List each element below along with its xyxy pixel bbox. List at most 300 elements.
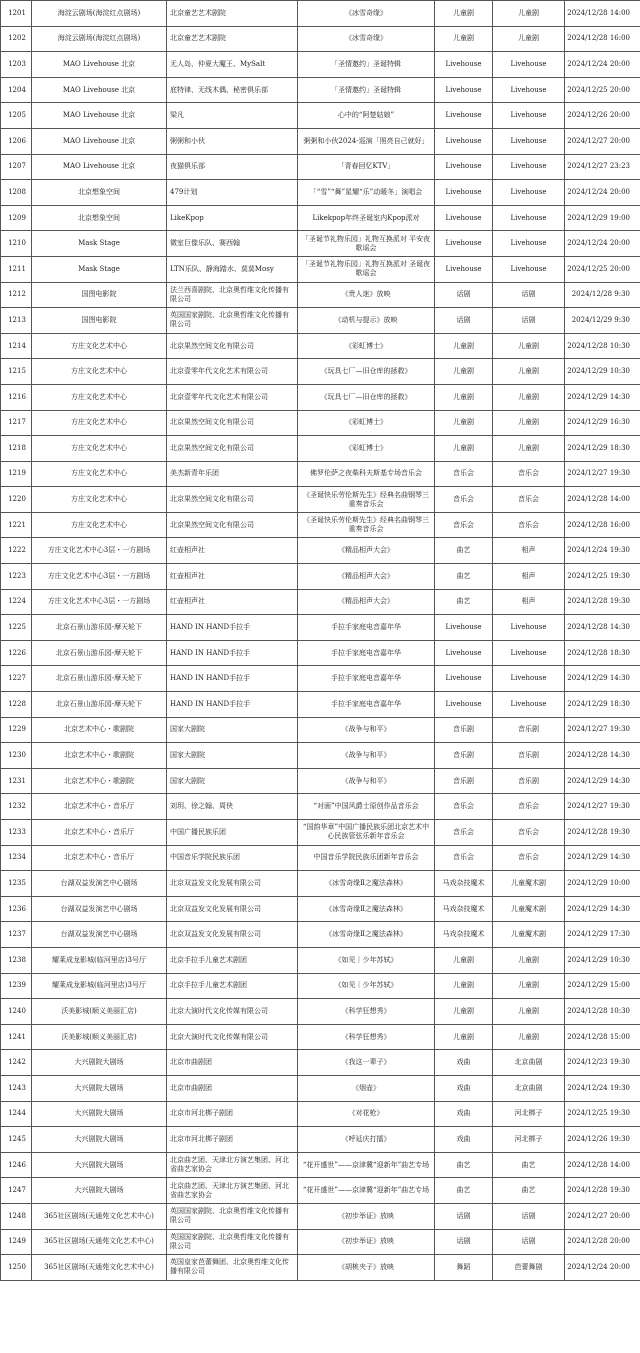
row-number-cell: 1202 bbox=[1, 26, 32, 52]
venue-cell: 海淀云剧场(海淀红点剧场) bbox=[32, 26, 167, 52]
performer-cell: 梁凡 bbox=[167, 103, 298, 129]
performer-cell: 北京壹零年代文化艺术有限公司 bbox=[167, 384, 298, 410]
venue-cell: 大兴剧院大剧场 bbox=[32, 1178, 167, 1204]
venue-cell: 方庄文化艺术中心 bbox=[32, 436, 167, 462]
venue-cell: 方庄文化艺术中心 bbox=[32, 359, 167, 385]
show-title-cell: 《胡桃夹子》放映 bbox=[298, 1255, 435, 1281]
date-time-cell: 2024/12/25 19:30 bbox=[565, 1101, 640, 1127]
category-cell: 儿童剧 bbox=[435, 1, 493, 27]
table-row bbox=[1, 615, 640, 641]
performer-cell: 北京市河北梆子剧团 bbox=[167, 1127, 298, 1153]
row-number-cell: 1228 bbox=[1, 692, 32, 718]
show-title-cell: 《科学狂想秀》 bbox=[298, 999, 435, 1025]
venue-cell: 北京艺术中心・歌剧院 bbox=[32, 743, 167, 769]
row-number-cell: 1217 bbox=[1, 410, 32, 436]
show-title-cell: 《精品相声大会》 bbox=[298, 564, 435, 590]
show-title-cell: 《对花枪》 bbox=[298, 1101, 435, 1127]
sub-category-cell: 儿童魔术剧 bbox=[493, 896, 565, 922]
show-title-cell: 《动机与提示》放映 bbox=[298, 308, 435, 334]
sub-category-cell: Livehouse bbox=[493, 231, 565, 257]
performer-cell: 北京童艺艺术剧院 bbox=[167, 26, 298, 52]
sub-category-cell: 儿童剧 bbox=[493, 359, 565, 385]
category-cell: 舞蹈 bbox=[435, 1255, 493, 1281]
row-number-cell: 1220 bbox=[1, 487, 32, 513]
table-row bbox=[1, 384, 640, 410]
row-number-cell: 1226 bbox=[1, 640, 32, 666]
date-time-cell: 2024/12/27 19:30 bbox=[565, 717, 640, 743]
date-time-cell: 2024/12/29 18:30 bbox=[565, 692, 640, 718]
venue-cell: 方庄文化艺术中心 bbox=[32, 461, 167, 487]
row-number-cell: 1235 bbox=[1, 871, 32, 897]
venue-cell: 海淀云剧场(海淀红点剧场) bbox=[32, 1, 167, 27]
date-time-cell: 2024/12/28 14:00 bbox=[565, 1, 640, 27]
show-title-cell: 《战争与和平》 bbox=[298, 743, 435, 769]
sub-category-cell: 话剧 bbox=[493, 282, 565, 308]
performer-cell: 北京双益发文化发展有限公司 bbox=[167, 922, 298, 948]
date-time-cell: 2024/12/24 19:30 bbox=[565, 538, 640, 564]
row-number-cell: 1243 bbox=[1, 1075, 32, 1101]
show-title-cell: 《我这一辈子》 bbox=[298, 1050, 435, 1076]
category-cell: 马戏杂技魔术 bbox=[435, 871, 493, 897]
row-number-cell: 1232 bbox=[1, 794, 32, 820]
category-cell: Livehouse bbox=[435, 666, 493, 692]
table-row bbox=[1, 359, 640, 385]
venue-cell: 北京艺术中心・歌剧院 bbox=[32, 717, 167, 743]
date-time-cell: 2024/12/28 19:30 bbox=[565, 820, 640, 846]
category-cell: 马戏杂技魔术 bbox=[435, 896, 493, 922]
category-cell: Livehouse bbox=[435, 640, 493, 666]
sub-category-cell: 相声 bbox=[493, 564, 565, 590]
performer-cell: 北京市曲剧团 bbox=[167, 1050, 298, 1076]
date-time-cell: 2024/12/24 20:00 bbox=[565, 1255, 640, 1281]
category-cell: 音乐剧 bbox=[435, 717, 493, 743]
row-number-cell: 1210 bbox=[1, 231, 32, 257]
performer-cell: 北京童艺艺术剧院 bbox=[167, 1, 298, 27]
performer-cell: 刘玥、徐之翰、周侠 bbox=[167, 794, 298, 820]
performer-cell: 北京果然空间文化有限公司 bbox=[167, 487, 298, 513]
sub-category-cell: 儿童剧 bbox=[493, 384, 565, 410]
category-cell: 儿童剧 bbox=[435, 384, 493, 410]
performer-cell: 法兰西喜剧院、北京奥哲维文化传播有限公司 bbox=[167, 282, 298, 308]
performer-cell: 北京双益发文化发展有限公司 bbox=[167, 871, 298, 897]
table-row bbox=[1, 564, 640, 590]
show-title-cell: 《战争与和平》 bbox=[298, 717, 435, 743]
show-title-cell: 《圣诞快乐劳伦斯先生》经典名曲钢琴三重奏音乐会 bbox=[298, 512, 435, 538]
date-time-cell: 2024/12/28 18:30 bbox=[565, 640, 640, 666]
table-row bbox=[1, 1127, 640, 1153]
category-cell: 音乐会 bbox=[435, 461, 493, 487]
venue-cell: 大兴剧院大剧场 bbox=[32, 1152, 167, 1178]
date-time-cell: 2024/12/25 20:00 bbox=[565, 256, 640, 282]
table-row bbox=[1, 308, 640, 334]
sub-category-cell: 儿童剧 bbox=[493, 1, 565, 27]
row-number-cell: 1240 bbox=[1, 999, 32, 1025]
table-row bbox=[1, 666, 640, 692]
sub-category-cell: 曲艺 bbox=[493, 1152, 565, 1178]
date-time-cell: 2024/12/29 17:30 bbox=[565, 922, 640, 948]
show-title-cell: “对画”中国风爵士原创作品音乐会 bbox=[298, 794, 435, 820]
row-number-cell: 1216 bbox=[1, 384, 32, 410]
row-number-cell: 1231 bbox=[1, 768, 32, 794]
performer-cell: 中国音乐学院民族乐团 bbox=[167, 845, 298, 871]
category-cell: 话剧 bbox=[435, 1203, 493, 1229]
table-row bbox=[1, 768, 640, 794]
category-cell: 儿童剧 bbox=[435, 999, 493, 1025]
venue-cell: 耀莱成龙影城(临河里店)3号厅 bbox=[32, 973, 167, 999]
sub-category-cell: Livehouse bbox=[493, 52, 565, 78]
sub-category-cell: 话剧 bbox=[493, 1203, 565, 1229]
date-time-cell: 2024/12/27 19:30 bbox=[565, 794, 640, 820]
row-number-cell: 1227 bbox=[1, 666, 32, 692]
venue-cell: 大兴剧院大剧场 bbox=[32, 1101, 167, 1127]
category-cell: 戏曲 bbox=[435, 1127, 493, 1153]
date-time-cell: 2024/12/29 14:30 bbox=[565, 896, 640, 922]
category-cell: Livehouse bbox=[435, 256, 493, 282]
date-time-cell: 2024/12/29 19:00 bbox=[565, 205, 640, 231]
performer-cell: 北京曲艺团、天津北方演艺集团、河北省曲艺家协会 bbox=[167, 1152, 298, 1178]
category-cell: 戏曲 bbox=[435, 1101, 493, 1127]
sub-category-cell: 相声 bbox=[493, 589, 565, 615]
table-row bbox=[1, 1101, 640, 1127]
venue-cell: 方庄文化艺术中心3层・一方剧场 bbox=[32, 564, 167, 590]
venue-cell: 北京石景山游乐园-摩天轮下 bbox=[32, 666, 167, 692]
show-title-cell: 《初步举证》放映 bbox=[298, 1229, 435, 1255]
table-row bbox=[1, 947, 640, 973]
date-time-cell: 2024/12/28 14:30 bbox=[565, 743, 640, 769]
performer-cell: 北京市河北梆子剧团 bbox=[167, 1101, 298, 1127]
category-cell: 儿童剧 bbox=[435, 410, 493, 436]
category-cell: 音乐会 bbox=[435, 512, 493, 538]
date-time-cell: 2024/12/28 14:00 bbox=[565, 1152, 640, 1178]
venue-cell: 北京石景山游乐园-摩天轮下 bbox=[32, 640, 167, 666]
performer-cell: 北京大演时代文化传媒有限公司 bbox=[167, 1024, 298, 1050]
venue-cell: MAO Livehouse 北京 bbox=[32, 52, 167, 78]
venue-cell: 耀莱成龙影城(临河里店)3号厅 bbox=[32, 947, 167, 973]
table-row bbox=[1, 692, 640, 718]
row-number-cell: 1250 bbox=[1, 1255, 32, 1281]
row-number-cell: 1239 bbox=[1, 973, 32, 999]
row-number-cell: 1221 bbox=[1, 512, 32, 538]
category-cell: 曲艺 bbox=[435, 564, 493, 590]
table-row bbox=[1, 743, 640, 769]
show-title-cell: 手拉手家庭电音嘉年华 bbox=[298, 692, 435, 718]
show-title-cell: 手拉手家庭电音嘉年华 bbox=[298, 615, 435, 641]
show-title-cell: 心中的“阿楚姑娘” bbox=[298, 103, 435, 129]
row-number-cell: 1201 bbox=[1, 1, 32, 27]
performer-cell: LTN乐队、静海踏水、莫莫Mosy bbox=[167, 256, 298, 282]
category-cell: 儿童剧 bbox=[435, 26, 493, 52]
performer-cell: 国家大剧院 bbox=[167, 717, 298, 743]
show-title-cell: 《圣诞快乐劳伦斯先生》经典名曲钢琴三重奏音乐会 bbox=[298, 487, 435, 513]
venue-cell: 365社区剧场(天通苑文化艺术中心) bbox=[32, 1229, 167, 1255]
category-cell: 戏曲 bbox=[435, 1050, 493, 1076]
venue-cell: 方庄文化艺术中心3层・一方剧场 bbox=[32, 538, 167, 564]
venue-cell: MAO Livehouse 北京 bbox=[32, 128, 167, 154]
performer-cell: 无人岛、仲夏大魔王、MySalt bbox=[167, 52, 298, 78]
performer-cell: 北京大演时代文化传媒有限公司 bbox=[167, 999, 298, 1025]
category-cell: 儿童剧 bbox=[435, 333, 493, 359]
category-cell: Livehouse bbox=[435, 154, 493, 180]
category-cell: 马戏杂技魔术 bbox=[435, 922, 493, 948]
row-number-cell: 1204 bbox=[1, 77, 32, 103]
performer-cell: LikeKpop bbox=[167, 205, 298, 231]
date-time-cell: 2024/12/28 9:30 bbox=[565, 282, 640, 308]
show-title-cell: 《彩虹博士》 bbox=[298, 333, 435, 359]
venue-cell: 沃美影城(顺义美丽汇店) bbox=[32, 1024, 167, 1050]
venue-cell: 方庄文化艺术中心 bbox=[32, 333, 167, 359]
category-cell: 音乐剧 bbox=[435, 743, 493, 769]
sub-category-cell: 音乐会 bbox=[493, 487, 565, 513]
sub-category-cell: 音乐剧 bbox=[493, 743, 565, 769]
sub-category-cell: 北京曲剧 bbox=[493, 1075, 565, 1101]
table-row bbox=[1, 973, 640, 999]
table-row bbox=[1, 77, 640, 103]
row-number-cell: 1244 bbox=[1, 1101, 32, 1127]
show-title-cell: 中国音乐学院民族乐团新年音乐会 bbox=[298, 845, 435, 871]
sub-category-cell: Livehouse bbox=[493, 77, 565, 103]
table-row bbox=[1, 1152, 640, 1178]
performer-cell: HAND IN HAND手拉手 bbox=[167, 615, 298, 641]
row-number-cell: 1245 bbox=[1, 1127, 32, 1153]
performer-cell: 美杰新青年乐团 bbox=[167, 461, 298, 487]
table-row bbox=[1, 410, 640, 436]
sub-category-cell: 儿童剧 bbox=[493, 947, 565, 973]
sub-category-cell: 音乐会 bbox=[493, 820, 565, 846]
venue-cell: 大兴剧院大剧场 bbox=[32, 1050, 167, 1076]
date-time-cell: 2024/12/27 20:00 bbox=[565, 128, 640, 154]
row-number-cell: 1236 bbox=[1, 896, 32, 922]
date-time-cell: 2024/12/28 16:00 bbox=[565, 26, 640, 52]
show-title-cell: 粥粥和小伙2024-巡演「照亮自己就好」 bbox=[298, 128, 435, 154]
venue-cell: 台湖双益发演艺中心剧场 bbox=[32, 896, 167, 922]
category-cell: 话剧 bbox=[435, 308, 493, 334]
venue-cell: 沃美影城(顺义美丽汇店) bbox=[32, 999, 167, 1025]
performer-cell: 中国广播民族乐团 bbox=[167, 820, 298, 846]
sub-category-cell: Livehouse bbox=[493, 103, 565, 129]
performer-cell: HAND IN HAND手拉手 bbox=[167, 666, 298, 692]
sub-category-cell: Livehouse bbox=[493, 692, 565, 718]
date-time-cell: 2024/12/28 14:00 bbox=[565, 487, 640, 513]
show-title-cell: 《如见｜少年苏轼》 bbox=[298, 947, 435, 973]
venue-cell: 方庄文化艺术中心 bbox=[32, 384, 167, 410]
table-row bbox=[1, 436, 640, 462]
show-title-cell: Likekpop年终圣诞室内Kpop派对 bbox=[298, 205, 435, 231]
table-row bbox=[1, 231, 640, 257]
show-title-cell: 《烟壶》 bbox=[298, 1075, 435, 1101]
row-number-cell: 1249 bbox=[1, 1229, 32, 1255]
table-row bbox=[1, 128, 640, 154]
show-title-cell: “花开盛世”——京津冀“迎新年”曲艺专场 bbox=[298, 1152, 435, 1178]
show-title-cell: 「“雪”“舞”星耀“乐”动暖冬」演唱会 bbox=[298, 180, 435, 206]
date-time-cell: 2024/12/24 19:30 bbox=[565, 1075, 640, 1101]
category-cell: 儿童剧 bbox=[435, 947, 493, 973]
row-number-cell: 1230 bbox=[1, 743, 32, 769]
sub-category-cell: 河北梆子 bbox=[493, 1101, 565, 1127]
table-row bbox=[1, 1203, 640, 1229]
venue-cell: 方庄文化艺术中心3层・一方剧场 bbox=[32, 589, 167, 615]
row-number-cell: 1215 bbox=[1, 359, 32, 385]
performer-cell: 北京市曲剧团 bbox=[167, 1075, 298, 1101]
date-time-cell: 2024/12/24 20:00 bbox=[565, 52, 640, 78]
sub-category-cell: Livehouse bbox=[493, 256, 565, 282]
row-number-cell: 1246 bbox=[1, 1152, 32, 1178]
show-title-cell: 《精品相声大会》 bbox=[298, 589, 435, 615]
table-row bbox=[1, 922, 640, 948]
venue-cell: 国图电影院 bbox=[32, 282, 167, 308]
sub-category-cell: 北京曲剧 bbox=[493, 1050, 565, 1076]
performer-cell: 北京壹零年代文化艺术有限公司 bbox=[167, 359, 298, 385]
table-row bbox=[1, 512, 640, 538]
table-row bbox=[1, 1024, 640, 1050]
row-number-cell: 1213 bbox=[1, 308, 32, 334]
show-title-cell: 《冰雪奇缘Ⅱ之魔法森林》 bbox=[298, 871, 435, 897]
date-time-cell: 2024/12/23 19:30 bbox=[565, 1050, 640, 1076]
category-cell: 曲艺 bbox=[435, 1178, 493, 1204]
row-number-cell: 1211 bbox=[1, 256, 32, 282]
show-title-cell: “花开盛世”——京津冀“迎新年”曲艺专场 bbox=[298, 1178, 435, 1204]
table-row bbox=[1, 845, 640, 871]
row-number-cell: 1229 bbox=[1, 717, 32, 743]
show-title-cell: “国韵华章”中国广播民族乐团北京艺术中心民族管弦乐新年音乐会 bbox=[298, 820, 435, 846]
sub-category-cell: 河北梆子 bbox=[493, 1127, 565, 1153]
category-cell: 儿童剧 bbox=[435, 973, 493, 999]
sub-category-cell: 儿童剧 bbox=[493, 410, 565, 436]
venue-cell: MAO Livehouse 北京 bbox=[32, 103, 167, 129]
show-title-cell: 《初步举证》放映 bbox=[298, 1203, 435, 1229]
category-cell: 戏曲 bbox=[435, 1075, 493, 1101]
venue-cell: 北京艺术中心・音乐厅 bbox=[32, 820, 167, 846]
show-title-cell: 《战争与和平》 bbox=[298, 768, 435, 794]
date-time-cell: 2024/12/25 20:00 bbox=[565, 77, 640, 103]
venue-cell: 台湖双益发演艺中心剧场 bbox=[32, 871, 167, 897]
row-number-cell: 1203 bbox=[1, 52, 32, 78]
sub-category-cell: 音乐剧 bbox=[493, 768, 565, 794]
show-title-cell: 「圣情邀约」圣诞特辑 bbox=[298, 77, 435, 103]
sub-category-cell: 相声 bbox=[493, 538, 565, 564]
performer-cell: 北京果然空间文化有限公司 bbox=[167, 512, 298, 538]
date-time-cell: 2024/12/29 14:30 bbox=[565, 666, 640, 692]
performer-cell: 英国皇家芭蕾舞团、北京奥哲维文化传播有限公司 bbox=[167, 1255, 298, 1281]
date-time-cell: 2024/12/28 19:30 bbox=[565, 1178, 640, 1204]
category-cell: 曲艺 bbox=[435, 1152, 493, 1178]
category-cell: 儿童剧 bbox=[435, 359, 493, 385]
row-number-cell: 1224 bbox=[1, 589, 32, 615]
venue-cell: MAO Livehouse 北京 bbox=[32, 77, 167, 103]
category-cell: 曲艺 bbox=[435, 589, 493, 615]
show-title-cell: 手拉手家庭电音嘉年华 bbox=[298, 666, 435, 692]
venue-cell: 大兴剧院大剧场 bbox=[32, 1127, 167, 1153]
show-title-cell: 「圣情邀约」圣诞特辑 bbox=[298, 52, 435, 78]
table-row bbox=[1, 794, 640, 820]
sub-category-cell: 话剧 bbox=[493, 1229, 565, 1255]
show-title-cell: 《如见｜少年苏轼》 bbox=[298, 973, 435, 999]
sub-category-cell: 音乐会 bbox=[493, 512, 565, 538]
table-row bbox=[1, 589, 640, 615]
venue-cell: 北京艺术中心・音乐厅 bbox=[32, 794, 167, 820]
row-number-cell: 1222 bbox=[1, 538, 32, 564]
date-time-cell: 2024/12/24 20:00 bbox=[565, 231, 640, 257]
venue-cell: 北京想象空间 bbox=[32, 205, 167, 231]
venue-cell: 北京石景山游乐园-摩天轮下 bbox=[32, 692, 167, 718]
performer-cell: 微室巨像乐队、赛西翰 bbox=[167, 231, 298, 257]
table-row bbox=[1, 256, 640, 282]
category-cell: Livehouse bbox=[435, 231, 493, 257]
performer-cell: HAND IN HAND手拉手 bbox=[167, 692, 298, 718]
performer-cell: 粥粥和小伙 bbox=[167, 128, 298, 154]
category-cell: 音乐会 bbox=[435, 820, 493, 846]
show-title-cell: 「圣诞节礼物乐园」礼物互换派对 平安夜歌谣会 bbox=[298, 231, 435, 257]
table-row bbox=[1, 1255, 640, 1281]
performer-cell: 底特律、无线木偶、秘密俱乐部 bbox=[167, 77, 298, 103]
date-time-cell: 2024/12/24 20:00 bbox=[565, 180, 640, 206]
category-cell: 话剧 bbox=[435, 1229, 493, 1255]
category-cell: Livehouse bbox=[435, 52, 493, 78]
sub-category-cell: Livehouse bbox=[493, 640, 565, 666]
sub-category-cell: 芭蕾舞剧 bbox=[493, 1255, 565, 1281]
row-number-cell: 1241 bbox=[1, 1024, 32, 1050]
date-time-cell: 2024/12/29 18:30 bbox=[565, 436, 640, 462]
venue-cell: 大兴剧院大剧场 bbox=[32, 1075, 167, 1101]
date-time-cell: 2024/12/29 14:30 bbox=[565, 768, 640, 794]
date-time-cell: 2024/12/29 10:30 bbox=[565, 359, 640, 385]
venue-cell: 方庄文化艺术中心 bbox=[32, 410, 167, 436]
table-row bbox=[1, 1050, 640, 1076]
table-row bbox=[1, 1178, 640, 1204]
row-number-cell: 1218 bbox=[1, 436, 32, 462]
show-title-cell: 「青春回忆KTV」 bbox=[298, 154, 435, 180]
date-time-cell: 2024/12/29 10:30 bbox=[565, 947, 640, 973]
sub-category-cell: 儿童剧 bbox=[493, 999, 565, 1025]
row-number-cell: 1223 bbox=[1, 564, 32, 590]
show-title-cell: 佛罗伦萨之夜柴科夫斯基专场音乐会 bbox=[298, 461, 435, 487]
show-title-cell: 《科学狂想秀》 bbox=[298, 1024, 435, 1050]
table-row bbox=[1, 717, 640, 743]
row-number-cell: 1207 bbox=[1, 154, 32, 180]
sub-category-cell: Livehouse bbox=[493, 205, 565, 231]
sub-category-cell: Livehouse bbox=[493, 666, 565, 692]
performer-cell: 北京手拉手儿童艺术剧团 bbox=[167, 973, 298, 999]
category-cell: 曲艺 bbox=[435, 538, 493, 564]
show-title-cell: 《贵人迷》放映 bbox=[298, 282, 435, 308]
sub-category-cell: 儿童魔术剧 bbox=[493, 871, 565, 897]
performer-cell: 北京手拉手儿童艺术剧团 bbox=[167, 947, 298, 973]
row-number-cell: 1208 bbox=[1, 180, 32, 206]
date-time-cell: 2024/12/27 19:30 bbox=[565, 461, 640, 487]
table-row bbox=[1, 999, 640, 1025]
date-time-cell: 2024/12/28 10:30 bbox=[565, 333, 640, 359]
venue-cell: 365社区剧场(天通苑文化艺术中心) bbox=[32, 1203, 167, 1229]
sub-category-cell: Livehouse bbox=[493, 154, 565, 180]
category-cell: 儿童剧 bbox=[435, 436, 493, 462]
performer-cell: 英国国家剧院、北京奥哲维文化传播有限公司 bbox=[167, 1203, 298, 1229]
sub-category-cell: 音乐会 bbox=[493, 845, 565, 871]
performer-cell: 英国国家剧院、北京奥哲维文化传播有限公司 bbox=[167, 308, 298, 334]
show-title-cell: 「圣诞节礼物乐园」礼物互换派对 圣诞夜歌谣会 bbox=[298, 256, 435, 282]
category-cell: Livehouse bbox=[435, 615, 493, 641]
row-number-cell: 1205 bbox=[1, 103, 32, 129]
performer-cell: 红壶相声社 bbox=[167, 589, 298, 615]
table-row bbox=[1, 871, 640, 897]
category-cell: 音乐会 bbox=[435, 845, 493, 871]
row-number-cell: 1247 bbox=[1, 1178, 32, 1204]
performer-cell: 红壶相声社 bbox=[167, 538, 298, 564]
date-time-cell: 2024/12/29 9:30 bbox=[565, 308, 640, 334]
sub-category-cell: 儿童剧 bbox=[493, 333, 565, 359]
row-number-cell: 1248 bbox=[1, 1203, 32, 1229]
performer-cell: 国家大剧院 bbox=[167, 743, 298, 769]
sub-category-cell: Livehouse bbox=[493, 128, 565, 154]
date-time-cell: 2024/12/25 19:30 bbox=[565, 564, 640, 590]
